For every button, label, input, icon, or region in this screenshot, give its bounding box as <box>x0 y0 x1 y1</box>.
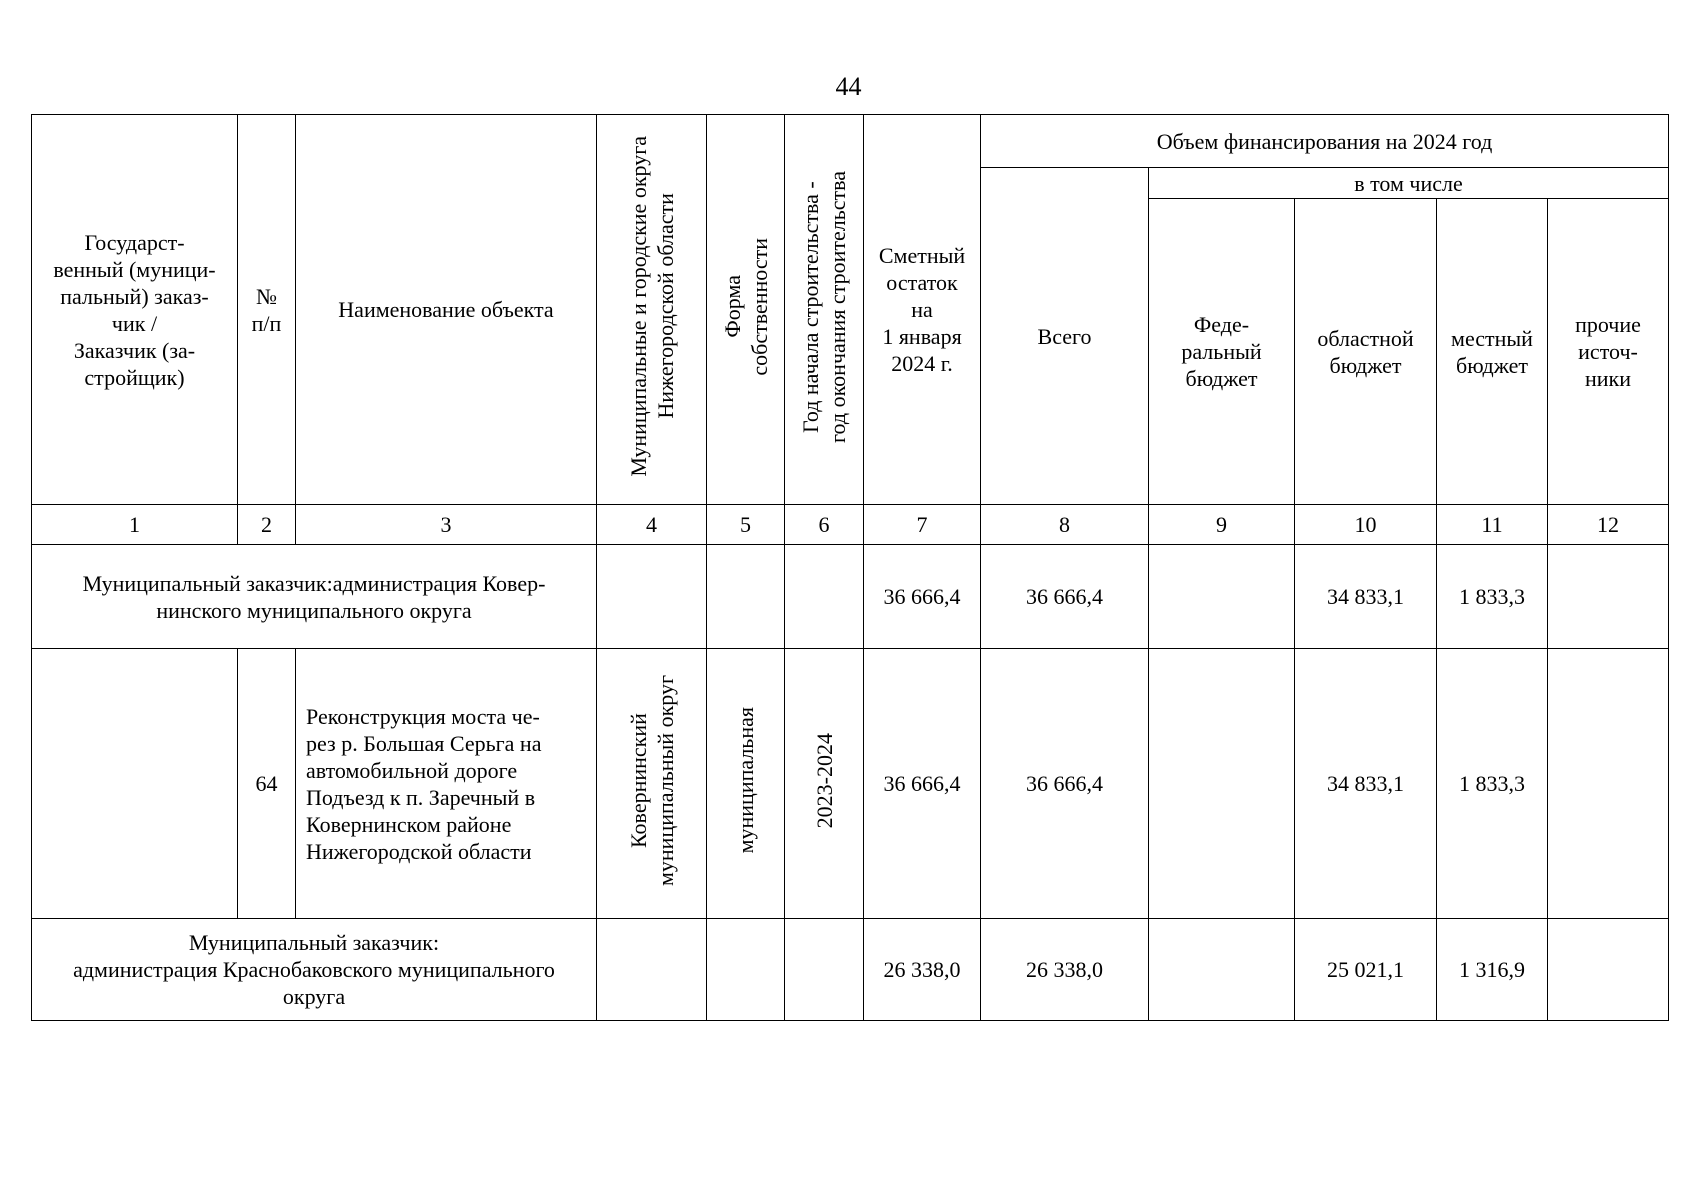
local-budget-cell: 1 833,3 <box>1437 545 1548 649</box>
column-number: 11 <box>1437 505 1548 545</box>
header-years: Год начала строительства - год окончания строительства <box>785 115 864 505</box>
other-sources-cell <box>1548 649 1669 919</box>
header-federal-budget: Феде- ральный бюджет <box>1149 199 1295 505</box>
local-budget-cell: 1 316,9 <box>1437 919 1548 1021</box>
header-estimate-balance: Сметный остаток на 1 января 2024 г. <box>864 115 981 505</box>
column-number: 9 <box>1149 505 1295 545</box>
column-number-row <box>32 505 1669 545</box>
federal-budget-cell <box>1149 545 1295 649</box>
column-number: 4 <box>597 505 707 545</box>
header-customer: Государст- венный (муници- пальный) заказ- чик / Заказчик (за- стройщик) <box>32 115 238 505</box>
years-cell <box>785 919 864 1021</box>
regional-budget-cell: 34 833,1 <box>1295 649 1437 919</box>
number-cell: 64 <box>238 649 296 919</box>
header-other-sources: прочие источ- ники <box>1548 199 1669 505</box>
column-number: 1 <box>32 505 238 545</box>
column-number: 6 <box>785 505 864 545</box>
district-cell <box>597 545 707 649</box>
column-number: 8 <box>981 505 1149 545</box>
table-row <box>32 545 1669 649</box>
customer-cell <box>32 649 238 919</box>
table-row <box>32 649 1669 919</box>
column-number: 7 <box>864 505 981 545</box>
other-sources-cell <box>1548 919 1669 1021</box>
total-cell: 36 666,4 <box>981 545 1149 649</box>
estimate-balance-cell: 36 666,4 <box>864 649 981 919</box>
total-cell: 26 338,0 <box>981 919 1149 1021</box>
years-cell <box>785 545 864 649</box>
estimate-balance-cell: 26 338,0 <box>864 919 981 1021</box>
column-number: 10 <box>1295 505 1437 545</box>
customer-cell: Муниципальный заказчик: администрация Краснобаковского муниципального округа <box>32 919 597 1021</box>
customer-cell: Муниципальный заказчик:администрация Ковер- нинского муниципального округа <box>32 545 597 649</box>
ownership-cell: муниципальная <box>707 649 785 919</box>
header-total: Всего <box>981 168 1149 505</box>
district-cell: Ковернинский муниципальный округ <box>597 649 707 919</box>
header-financing-title: Объем финансирования на 2024 год <box>981 115 1669 168</box>
header-object-name: Наименование объекта <box>296 115 597 505</box>
column-number: 3 <box>296 505 597 545</box>
header-number: № п/п <box>238 115 296 505</box>
ownership-cell <box>707 919 785 1021</box>
column-number: 2 <box>238 505 296 545</box>
header-including: в том числе <box>1149 168 1669 199</box>
page-number: 44 <box>835 72 862 101</box>
table-row <box>32 919 1669 1021</box>
federal-budget-cell <box>1149 649 1295 919</box>
federal-budget-cell <box>1149 919 1295 1021</box>
column-number: 12 <box>1548 505 1669 545</box>
regional-budget-cell: 25 021,1 <box>1295 919 1437 1021</box>
local-budget-cell: 1 833,3 <box>1437 649 1548 919</box>
ownership-cell <box>707 545 785 649</box>
estimate-balance-cell: 36 666,4 <box>864 545 981 649</box>
other-sources-cell <box>1548 545 1669 649</box>
header-local-budget: местный бюджет <box>1437 199 1548 505</box>
years-cell: 2023-2024 <box>785 649 864 919</box>
object-name-cell: Реконструкция моста че- рез р. Большая Серьга на автомобильной дороге Подъезд к п. Заречный в Ковернинском районе Нижегородской области <box>296 649 597 919</box>
total-cell: 36 666,4 <box>981 649 1149 919</box>
district-cell <box>597 919 707 1021</box>
header-ownership: Форма собственности <box>707 115 785 505</box>
column-number: 5 <box>707 505 785 545</box>
header-districts: Муниципальные и городские округа Нижегородской области <box>597 115 707 505</box>
regional-budget-cell: 34 833,1 <box>1295 545 1437 649</box>
financing-table <box>31 114 1669 1021</box>
header-regional-budget: областной бюджет <box>1295 199 1437 505</box>
